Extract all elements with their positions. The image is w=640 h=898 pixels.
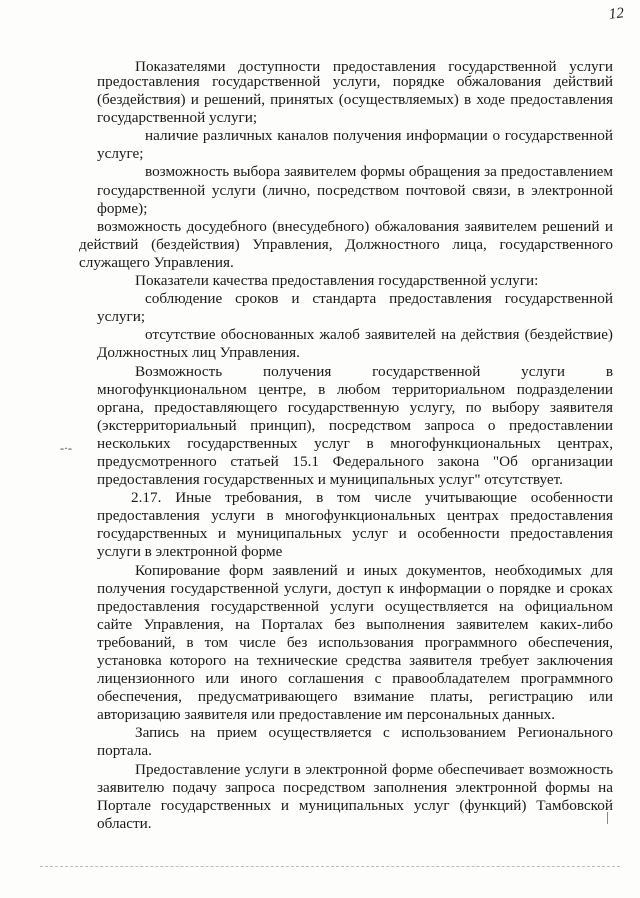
paragraph-copying-forms: Копирование форм заявлений и иных документов, необходимых для получения государственной услуги, доступ к информации о порядке и сроках предоставления государственной услуги осуществляется на официальном сайте Управления, на Порталах без выполнения заявителем каких-либо требований, в том числе без использования программного обеспечения, установка которого на технические средства заявителя требует заключения лицензионного или иного соглашения с правообладателем программного обеспечения, предусматривающего взимание платы, регистрацию или авторизацию заявителя или предоставление им персональных данных.	[97, 561, 613, 724]
scan-artifact-line	[40, 866, 620, 868]
scan-speck: -·-	[60, 441, 72, 455]
paragraph-channels: наличие различных каналов получения информации о государственной услуге;	[97, 127, 613, 163]
document-body	[79, 58, 613, 833]
paragraph-quality-intro: Показатели качества предоставления государственной услуги:	[135, 272, 539, 290]
paragraph-form-choice: возможность выбора заявителем формы обращения за предоставлением государственной услуги (лично, посредством почтовой связи, в электронной форме);	[97, 163, 613, 217]
paragraph-accessibility-intro: Показателями доступности предоставления государственной услуги	[135, 58, 613, 75]
paragraph-deadlines: соблюдение сроков и стандарта предоставления государственной услуги;	[97, 290, 613, 326]
paragraph-mfc: Возможность получения государственной услуги в многофункциональном центре, в любом территориальном подразделении органа, предоставляющего государственную услугу, по выбору заявителя (экстерриториальный принцип), посредством запроса о предоставлении нескольких государственных услуг в многофункциональных центрах, предусмотренного статьей 15.1 Федерального закона "Об организации предоставления государственных и муниципальных услуг" отсутствует.	[97, 362, 613, 489]
paragraph-electronic-form: Предоставление услуги в электронной форме обеспечивает возможность заявителю подачу запроса посредством заполнения электронной формы на Портале государственных и муниципальных услуг (функций) Тамбовской области.	[97, 760, 613, 832]
page-number: 12	[608, 5, 625, 23]
scan-mark	[607, 812, 612, 824]
section-heading-2-17: 2.17. Иные требования, в том числе учитывающие особенности предоставления услуги в многофункциональных центрах предоставления государственных и муниципальных услуг и особенности предоставления услуги в электронной форме	[97, 489, 613, 561]
paragraph-no-complaints: отсутствие обоснованных жалоб заявителей на действия (бездействие) Должностных лиц Управления.	[97, 326, 613, 362]
paragraph-informing: предоставления государственной услуги, порядке обжалования действий (бездействия) и решений, принятых (осуществляемых) в ходе предоставления государственной услуги;	[97, 73, 613, 127]
paragraph-appointment: Запись на прием осуществляется с использованием Регионального портала.	[97, 724, 613, 760]
paragraph-appeal: возможность досудебного (внесудебного) обжалования заявителем решений и действий (бездействия) Управления, Должностного лица, государственного служащего Управления.	[79, 217, 613, 271]
